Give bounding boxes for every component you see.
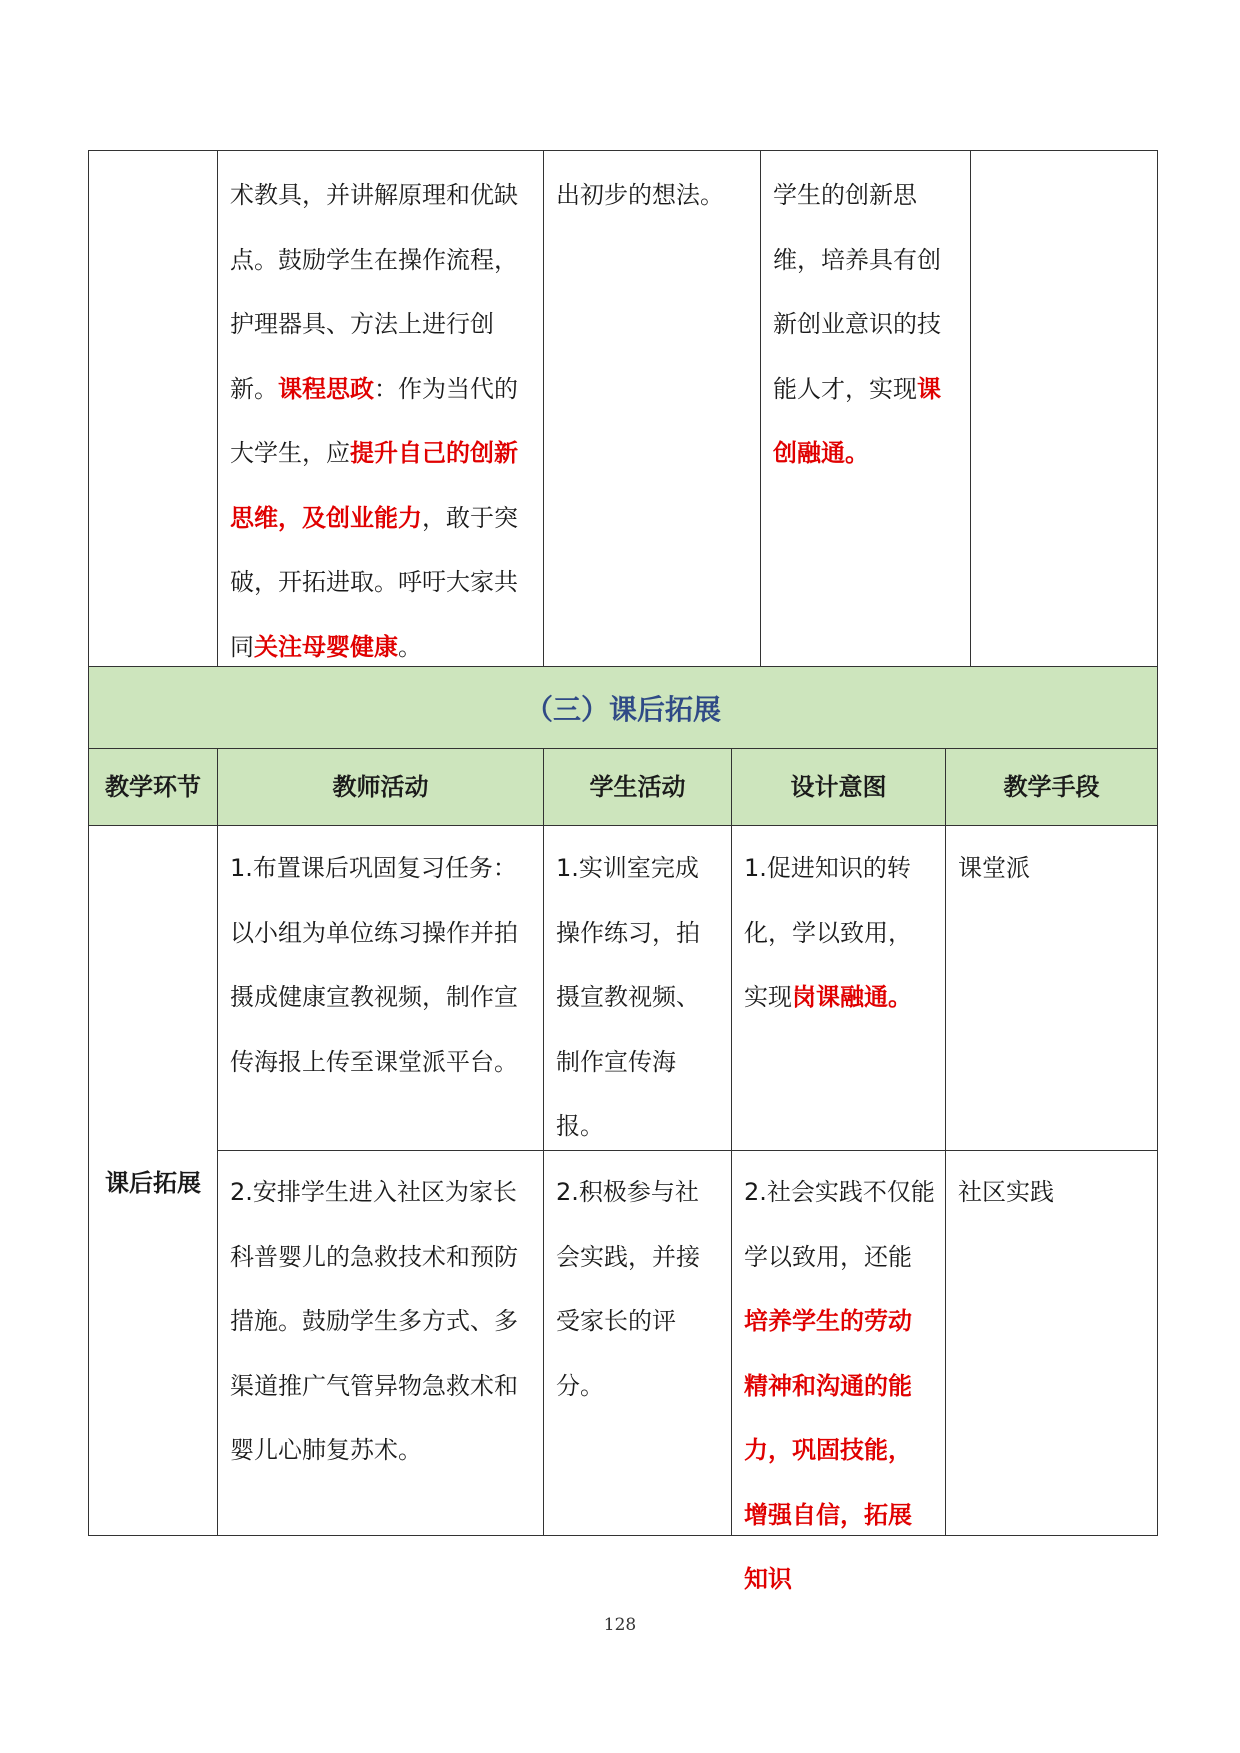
student-activity-cell [543,826,731,1150]
highlight-text: 课创融通。 [773,374,941,467]
body-text: 1.实训室完成操作练习，拍摄宣教视频、制作宣传海报。 [556,854,700,1140]
means-cell [945,1150,1157,1535]
means-cell-empty [970,151,1157,666]
body-text: 2.社会实践不仅能学以致用，还能 [744,1178,935,1271]
student-activity-text: 出初步的想法。 [556,181,724,209]
highlight-text: 关注母婴健康 [254,632,398,661]
highlight-text: 岗课融通。 [792,983,912,1011]
body-text: 1.布置课后巩固复习任务：以小组为单位练习操作并拍摄成健康宣教视频，制作宣传海报上传至课堂派平台。 [230,854,518,1076]
header-means: 教学手段 [945,749,1157,825]
header-teacher: 教师活动 [217,749,543,825]
body-text: ：作为当代的大学生，应 [230,374,518,467]
teacher-activity-cell [217,1150,543,1535]
page-number: 128 [603,1615,637,1635]
teacher-activity-text [230,836,533,1094]
stage-label: 课后拓展 [105,1169,201,1197]
body-text: 2.安排学生进入社区为家长科普婴儿的急救技术和预防措施。鼓励学生多方式、多渠道推广气管异物急救术和婴儿心肺复苏术。 [230,1178,518,1464]
body-text: 2.积极参与社会实践，并接受家长的评分。 [556,1178,700,1400]
design-intent-cell [731,826,945,1150]
body-text: 1.促进知识的转化，学以致用，实现 [744,854,912,1011]
student-activity-cell [543,151,760,666]
section-banner [88,667,1158,749]
body-text: 。 [398,632,422,661]
student-activity-cell [543,1150,731,1535]
design-intent-cell [731,1150,945,1593]
teacher-activity-cell [217,151,543,666]
header-stage: 教学环节 [105,773,201,801]
student-activity-text [556,1160,721,1418]
teacher-activity-cell [217,826,543,1150]
body-text: 术教具，并讲解原理和优缺点。鼓励学生在操作流程，护理器具、方法上进行创新。 [230,181,518,403]
table-body [88,826,1158,1593]
teacher-activity-text [230,163,533,679]
highlight-text: 课程思政 [278,374,374,403]
body-text: ，敢于突破，开拓进取。呼吁大家共同 [230,503,518,661]
design-intent-text [773,163,960,486]
lesson-plan-table [88,150,1158,1593]
highlight-text: 培养学生的劳动精神和沟通的能力，巩固技能，增强自信，拓展知识 [744,1307,912,1593]
table-header-row [88,749,1158,826]
means-cell [945,826,1157,1150]
means-text: 课堂派 [958,854,1030,882]
body-text: 学生的创新思维，培养具有创新创业意识的技能人才，实现 [773,181,941,403]
highlight-text: 提升自己的创新思维，及创业能力 [230,439,518,532]
table-row [217,1150,1157,1593]
design-intent-text [744,836,935,1030]
student-activity-text [556,836,721,1159]
design-intent-text [744,1160,935,1612]
teacher-activity-text [230,1160,533,1483]
header-student: 学生活动 [543,749,731,825]
continuation-row [88,150,1158,667]
design-intent-cell [760,151,970,666]
means-text: 社区实践 [958,1178,1054,1206]
header-design: 设计意图 [731,749,945,825]
stage-cell-empty [89,151,217,666]
table-row [217,826,1157,1151]
section-title: （三）课后拓展 [524,692,721,726]
